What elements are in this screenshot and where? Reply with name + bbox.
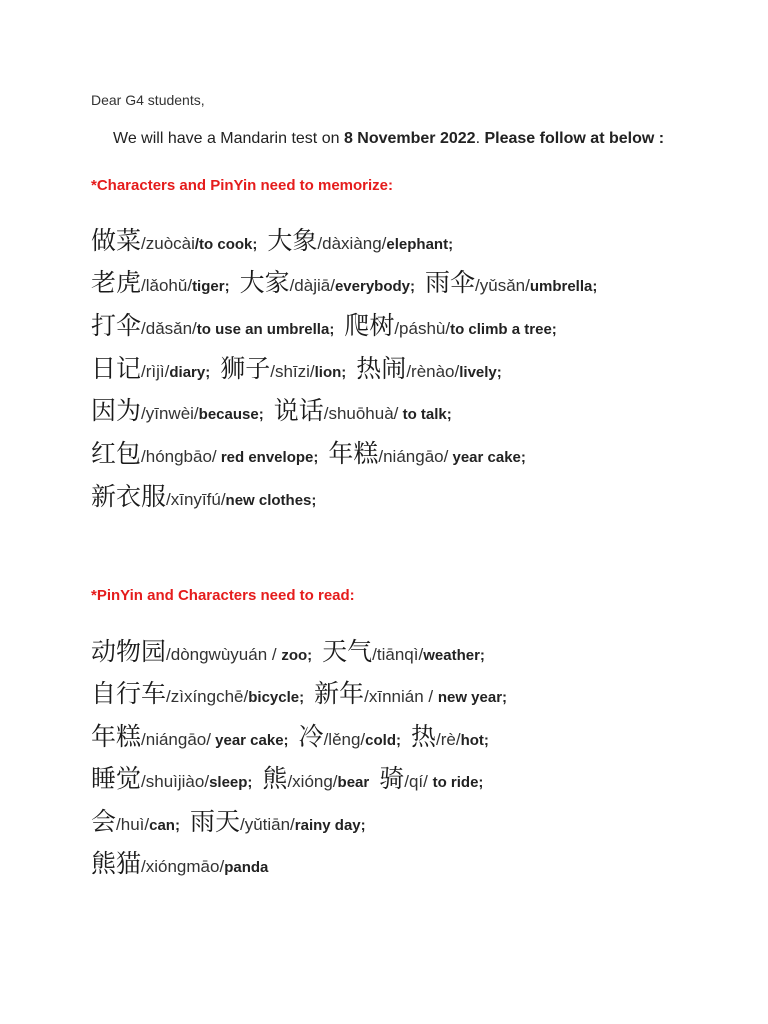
english: new clothes; bbox=[225, 492, 317, 509]
hanzi: 熊猫 bbox=[91, 849, 142, 878]
intro-date: 8 November 2022 bbox=[343, 130, 476, 147]
hanzi: 说话 bbox=[273, 396, 324, 425]
pinyin: /dǎsǎn/ bbox=[141, 319, 197, 338]
vocab-item bbox=[425, 268, 598, 297]
english: diary; bbox=[169, 364, 211, 381]
pinyin: /shuōhuà/ bbox=[323, 404, 399, 423]
read-line-3 bbox=[91, 722, 489, 752]
english: bicycle; bbox=[248, 689, 305, 706]
intro-dot: . bbox=[475, 130, 481, 147]
vocab-item bbox=[91, 226, 258, 255]
hanzi: 动物园 bbox=[91, 637, 167, 666]
pinyin: /páshù/ bbox=[394, 319, 451, 338]
hanzi: 大家 bbox=[239, 268, 290, 297]
pinyin: /niángāo/ bbox=[378, 447, 449, 466]
memorize-line-6 bbox=[91, 439, 526, 469]
pinyin: /zuòcài bbox=[141, 234, 195, 253]
hanzi: 热 bbox=[411, 722, 437, 751]
hanzi: 自行车 bbox=[91, 679, 167, 708]
english: year cake; bbox=[448, 449, 526, 466]
english: because; bbox=[198, 406, 264, 423]
english: everybody; bbox=[334, 278, 415, 295]
pinyin: /dàxiàng/ bbox=[317, 234, 387, 253]
english: year cake; bbox=[210, 732, 289, 749]
vocab-item bbox=[239, 268, 415, 297]
hanzi: 新衣服 bbox=[91, 482, 167, 511]
pinyin: /rìjì/ bbox=[141, 362, 170, 381]
hanzi: 热闹 bbox=[356, 354, 407, 383]
pinyin: /lěng/ bbox=[323, 730, 366, 749]
english: /to cook; bbox=[194, 236, 258, 253]
vocab-item bbox=[91, 807, 180, 836]
pinyin: /rènào/ bbox=[406, 362, 460, 381]
read-line-2 bbox=[91, 679, 507, 709]
vocab-item bbox=[262, 764, 370, 793]
vocab-item bbox=[411, 722, 489, 751]
pinyin: /dòngwùyuán / bbox=[166, 645, 282, 664]
vocab-item bbox=[91, 482, 317, 511]
hanzi: 骑 bbox=[379, 764, 405, 793]
hanzi: 天气 bbox=[322, 637, 373, 666]
vocab-item bbox=[91, 268, 230, 297]
hanzi: 做菜 bbox=[91, 226, 142, 255]
hanzi: 爬树 bbox=[344, 311, 395, 340]
pinyin: /rè/ bbox=[436, 730, 461, 749]
english: new year; bbox=[437, 689, 508, 706]
memorize-line-3 bbox=[91, 311, 557, 341]
pinyin: /huì/ bbox=[116, 815, 150, 834]
read-line-1 bbox=[91, 637, 485, 667]
hanzi: 年糕 bbox=[91, 722, 142, 751]
vocab-item bbox=[314, 679, 508, 708]
vocab-item bbox=[298, 722, 401, 751]
vocab-item bbox=[267, 226, 454, 255]
pinyin: /shīzi/ bbox=[270, 362, 315, 381]
english: red envelope; bbox=[216, 449, 319, 466]
vocab-item bbox=[91, 439, 319, 468]
pinyin: /xióngmāo/ bbox=[141, 857, 225, 876]
hanzi: 老虎 bbox=[91, 268, 142, 297]
english: sleep; bbox=[209, 774, 253, 791]
pinyin: /zìxíngchē/ bbox=[166, 687, 249, 706]
english: tiger; bbox=[192, 278, 230, 295]
english: to ride; bbox=[432, 774, 484, 791]
read-line-5 bbox=[91, 807, 366, 837]
memorize-line-2 bbox=[91, 268, 597, 298]
pinyin: /yǔtiān/ bbox=[239, 815, 295, 834]
hanzi: 雨天 bbox=[189, 807, 240, 836]
english: weather; bbox=[423, 647, 485, 664]
vocab-item bbox=[220, 354, 347, 383]
pinyin: /yīnwèi/ bbox=[141, 404, 199, 423]
greeting: Dear G4 students, bbox=[91, 92, 205, 108]
hanzi: 熊 bbox=[262, 764, 288, 793]
hanzi: 红包 bbox=[91, 439, 142, 468]
hanzi: 会 bbox=[91, 807, 117, 836]
memorize-line-5 bbox=[91, 396, 452, 426]
vocab-item bbox=[322, 637, 485, 666]
vocab-item bbox=[379, 764, 484, 793]
pinyin: /niángāo/ bbox=[141, 730, 211, 749]
vocab-item bbox=[189, 807, 366, 836]
hanzi: 因为 bbox=[91, 396, 142, 425]
memorize-line-1 bbox=[91, 226, 453, 256]
english: rainy day; bbox=[294, 817, 366, 834]
english: umbrella; bbox=[529, 278, 598, 295]
english: lively; bbox=[459, 364, 502, 381]
vocab-item bbox=[91, 311, 335, 340]
pinyin: /dàjiā/ bbox=[289, 276, 335, 295]
english: to climb a tree; bbox=[450, 321, 557, 338]
vocab-item bbox=[91, 679, 305, 708]
read-line-6 bbox=[91, 849, 268, 879]
english: hot; bbox=[460, 732, 489, 749]
read-line-4 bbox=[91, 764, 483, 794]
pinyin: /yǔsǎn/ bbox=[475, 276, 530, 295]
pinyin: /shuìjiào/ bbox=[141, 772, 210, 791]
pinyin: /hóngbāo/ bbox=[141, 447, 217, 466]
english: bear bbox=[337, 774, 370, 791]
vocab-item bbox=[273, 396, 452, 425]
pinyin: /xióng/ bbox=[287, 772, 338, 791]
section-read-heading: *PinYin and Characters need to read: bbox=[91, 587, 355, 604]
vocab-item bbox=[328, 439, 526, 468]
english: can; bbox=[149, 817, 180, 834]
english: lion; bbox=[314, 364, 347, 381]
english: to use an umbrella; bbox=[196, 321, 335, 338]
intro-suffix: Please follow at below : bbox=[480, 130, 665, 147]
hanzi: 日记 bbox=[91, 354, 142, 383]
vocab-item bbox=[91, 396, 264, 425]
vocab-item bbox=[344, 311, 557, 340]
hanzi: 大象 bbox=[267, 226, 318, 255]
vocab-item bbox=[91, 637, 313, 666]
english: to talk; bbox=[398, 406, 452, 423]
vocab-item bbox=[91, 354, 211, 383]
hanzi: 睡觉 bbox=[91, 764, 142, 793]
pinyin: /xīnnián / bbox=[364, 687, 438, 706]
hanzi: 打伞 bbox=[91, 311, 142, 340]
english: cold; bbox=[365, 732, 401, 749]
pinyin: /qí/ bbox=[404, 772, 433, 791]
vocab-item bbox=[91, 764, 253, 793]
intro-prefix: We will have a Mandarin test on bbox=[113, 130, 344, 147]
hanzi: 年糕 bbox=[328, 439, 379, 468]
memorize-line-7 bbox=[91, 482, 316, 512]
memorize-line-4 bbox=[91, 354, 502, 384]
hanzi: 狮子 bbox=[220, 354, 271, 383]
pinyin: /lǎohǔ/ bbox=[141, 276, 193, 295]
pinyin: /xīnyīfú/ bbox=[166, 490, 226, 509]
english: panda bbox=[224, 859, 269, 876]
vocab-item bbox=[91, 722, 289, 751]
hanzi: 雨伞 bbox=[425, 268, 476, 297]
english: elephant; bbox=[386, 236, 454, 253]
vocab-item bbox=[91, 849, 269, 878]
pinyin: /tiānqì/ bbox=[372, 645, 424, 664]
hanzi: 冷 bbox=[298, 722, 324, 751]
intro-paragraph bbox=[113, 130, 664, 148]
section-memorize-heading: *Characters and PinYin need to memorize: bbox=[91, 177, 394, 194]
hanzi: 新年 bbox=[314, 679, 365, 708]
english: zoo; bbox=[281, 647, 313, 664]
vocab-item bbox=[356, 354, 502, 383]
